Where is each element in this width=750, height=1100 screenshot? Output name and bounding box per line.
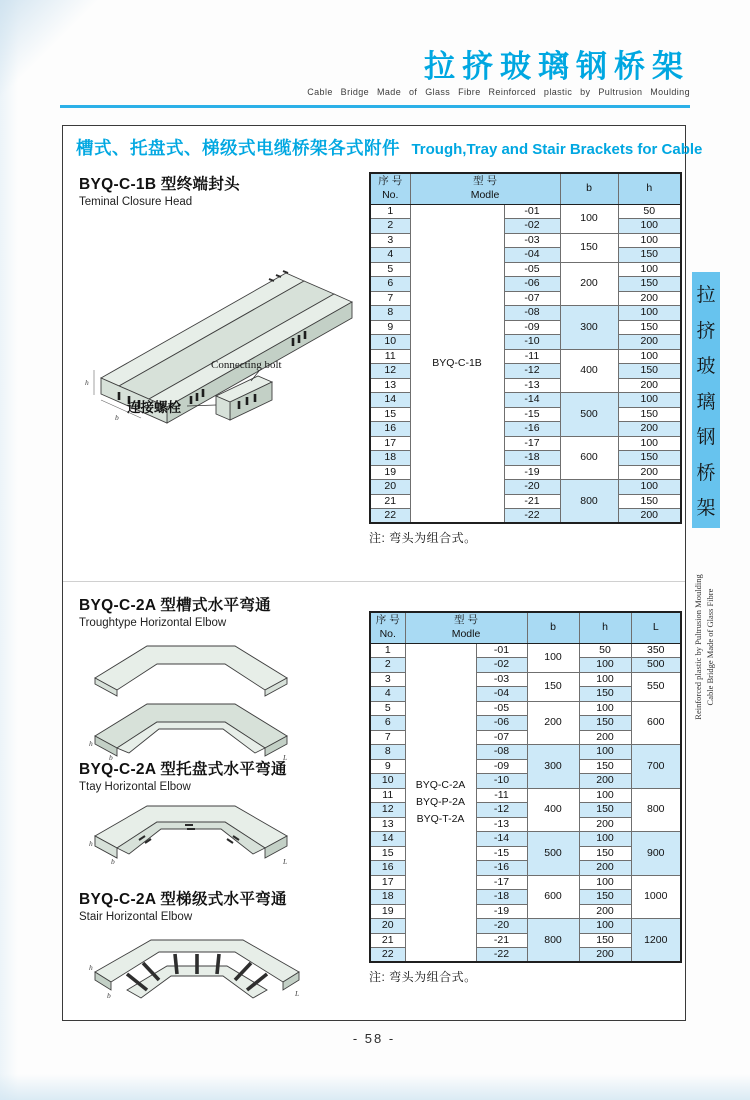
product-1-heading: [79, 172, 240, 208]
dim-l-label: L: [283, 753, 288, 762]
table-row: 12 -12 150: [370, 803, 681, 818]
table-row: 17 -17 600 100 1000: [370, 875, 681, 890]
table-row: 5 -05 200 100: [370, 262, 681, 277]
sidebar-tab-char: 桥: [696, 462, 716, 484]
table-row: 19 -19 200: [370, 904, 681, 919]
dim-h-label: h: [85, 378, 89, 387]
dim-l-label: L: [283, 857, 288, 866]
table-row: 14 -14 500 100: [370, 393, 681, 408]
sidebar-tab-char: 璃: [696, 391, 716, 413]
table-row: 6 -06 150: [370, 277, 681, 292]
product-2-title-en: Troughtype Horizontal Elbow: [79, 617, 227, 629]
product-3-heading: [79, 757, 287, 793]
sidebar-tab-char: 挤: [696, 320, 716, 342]
brand-header: [307, 50, 690, 97]
table-row: 15 -15 150: [370, 846, 681, 861]
product-2-heading: [79, 593, 271, 629]
table-row: 16 -16 200: [370, 422, 681, 437]
product-2-title-cn: BYQ-C-2A 型槽式水平弯通: [79, 597, 271, 614]
trough-elbow-drawing: [87, 640, 307, 762]
section-title: [63, 126, 703, 160]
product-1-title-en: Teminal Closure Head: [79, 196, 193, 208]
dim-h-label: h: [89, 963, 93, 972]
dim-b-label: b: [107, 991, 111, 1000]
stair-elbow-drawing: [87, 932, 322, 1026]
table-row: 3 -03 150 100 550: [370, 672, 681, 687]
table-row: 1 BYQ-C-2A BYQ-P-2A BYQ-T-2A -01 100 50 350: [370, 643, 681, 658]
sidebar-tab: [692, 272, 720, 528]
table-2-note: 注: 弯头为组合式。: [369, 970, 477, 984]
table-1-note: 注: 弯头为组合式。: [369, 531, 477, 545]
sidebar-tab-char: 架: [696, 498, 716, 519]
table-row: 7 -07 200: [370, 730, 681, 745]
spec-table-2: 序 号 No. 型 号 Modle b h L 1 BYQ-C-2A BYQ-P-2A BYQ-T-2A -01 100 50 350 2 -02 100 500 3 -03 150 100 550 4 -04 150 5 -05 200 100 600 6 -06 150 7 -07 200 8 -08 300 100 700 9 -09 150 10 -10 200 11 -11 400 100 800 12 -12 150 13 -13 200 14 -14 500 100 900 15 -15 150 16 -16 200 17 -17 600 100 1000 18 -18 150 19 -19 200 20 -20 800 100 1200 21 -21 150 22 -22 200: [369, 611, 682, 963]
product-4-heading: [79, 887, 287, 923]
connecting-bolt-label-cn: 连接螺栓: [127, 400, 181, 415]
section-divider: [63, 581, 685, 582]
product-3-title-cn: BYQ-C-2A 型托盘式水平弯通: [79, 761, 287, 778]
table-row: 21 -21 150: [370, 494, 681, 509]
table-row: 8 -08 300 100: [370, 306, 681, 321]
sidebar-en-line-1: Cable Bridge Made of Glass Fibre: [704, 588, 715, 706]
table-row: 5 -05 200 100 600: [370, 701, 681, 716]
table-row: 10 -10 200: [370, 335, 681, 350]
dim-b-label: b: [109, 753, 113, 762]
table-row: 19 -19 200: [370, 465, 681, 480]
spec-table-1-wrap: [369, 172, 682, 546]
dim-h-label: h: [89, 839, 93, 848]
table-row: 2 -02 100 500: [370, 658, 681, 673]
table-row: 15 -15 150: [370, 407, 681, 422]
dim-h-label: h: [89, 739, 93, 748]
sidebar-tab-char: 拉: [696, 285, 716, 306]
dim-l-label: L: [295, 989, 300, 998]
table-row: 21 -21 150: [370, 933, 681, 948]
sidebar-vertical-english: [693, 541, 719, 753]
table-row: 22 -22 200: [370, 948, 681, 963]
terminal-closure-head-drawing: [71, 248, 366, 446]
table-row: 18 -18 150: [370, 890, 681, 905]
table-row: 3 -03 150 100: [370, 233, 681, 248]
table-row: 12 -12 150: [370, 364, 681, 379]
table-row: 9 -09 150: [370, 320, 681, 335]
section-title-en: Trough,Tray and Stair Brackets for Cable: [411, 141, 703, 158]
dim-b-label: b: [115, 413, 119, 422]
sidebar-en-line-2: Reinforced plastic by Pultrusion Moulding: [693, 574, 703, 720]
table-row: 6 -06 150: [370, 716, 681, 731]
table-row: 9 -09 150: [370, 759, 681, 774]
table-row: 2 -02 100: [370, 219, 681, 234]
table-row: 22 -22 200: [370, 509, 681, 524]
sidebar-tab-char: 钢: [696, 427, 716, 448]
header-rule: [60, 105, 690, 108]
table-row: 7 -07 200: [370, 291, 681, 306]
table-row: 8 -08 300 100 700: [370, 745, 681, 760]
product-4-title-en: Stair Horizontal Elbow: [79, 911, 193, 923]
product-3-title-en: Ttay Horizontal Elbow: [79, 781, 191, 793]
sidebar-tab-char: 玻: [696, 356, 716, 377]
dim-b-label: b: [111, 857, 115, 866]
table-row: 20 -20 800 100: [370, 480, 681, 495]
connecting-bolt-label-en: Connecting bolt: [211, 359, 282, 371]
section-title-cn: 槽式、托盘式、梯级式电缆桥架各式附件: [76, 138, 400, 158]
brand-subtitle: Cable Bridge Made of Glass Fibre Reinforced plastic by Pultrusion Moulding: [307, 87, 690, 97]
table-row: 20 -20 800 100 1200: [370, 919, 681, 934]
table-row: 4 -04 150: [370, 687, 681, 702]
table-row: 11 -11 400 100 800: [370, 788, 681, 803]
table-row: 18 -18 150: [370, 451, 681, 466]
table-row: 13 -13 200: [370, 817, 681, 832]
table-row: 11 -11 400 100: [370, 349, 681, 364]
table-row: 16 -16 200: [370, 861, 681, 876]
spec-table-1: 序 号 No. 型 号 Modle b h 1 BYQ-C-1B -01 100 50 2 -02 100 3 -03 150 100 4 -04 150 5 -05 200 100 6 -06 150 7 -07 200 8 -08 300 100 9 -09 150 10 -10 200 11 -11 400 100 12 -12 150 13 -13 200 14 -14 500 100 15 -15 150 16 -16 200 17 -17 600 100 18 -18 150 19 -19 200 20 -20 800 100 21 -21 150 22 -22 200: [369, 172, 682, 524]
spec-table-2-wrap: [369, 611, 682, 985]
table-row: 10 -10 200: [370, 774, 681, 789]
page-number: - 58 -: [352, 1031, 396, 1046]
table-row: 13 -13 200: [370, 378, 681, 393]
table-row: 17 -17 600 100: [370, 436, 681, 451]
table-row: 1 BYQ-C-1B -01 100 50: [370, 204, 681, 219]
table-row: 4 -04 150: [370, 248, 681, 263]
product-4-title-cn: BYQ-C-2A 型梯级式水平弯通: [79, 891, 287, 908]
tray-elbow-drawing: [87, 802, 302, 896]
brand-title: 拉挤玻璃钢桥架: [424, 49, 690, 84]
table-row: 14 -14 500 100 900: [370, 832, 681, 847]
product-1-title-cn: BYQ-C-1B 型终端封头: [79, 176, 240, 193]
